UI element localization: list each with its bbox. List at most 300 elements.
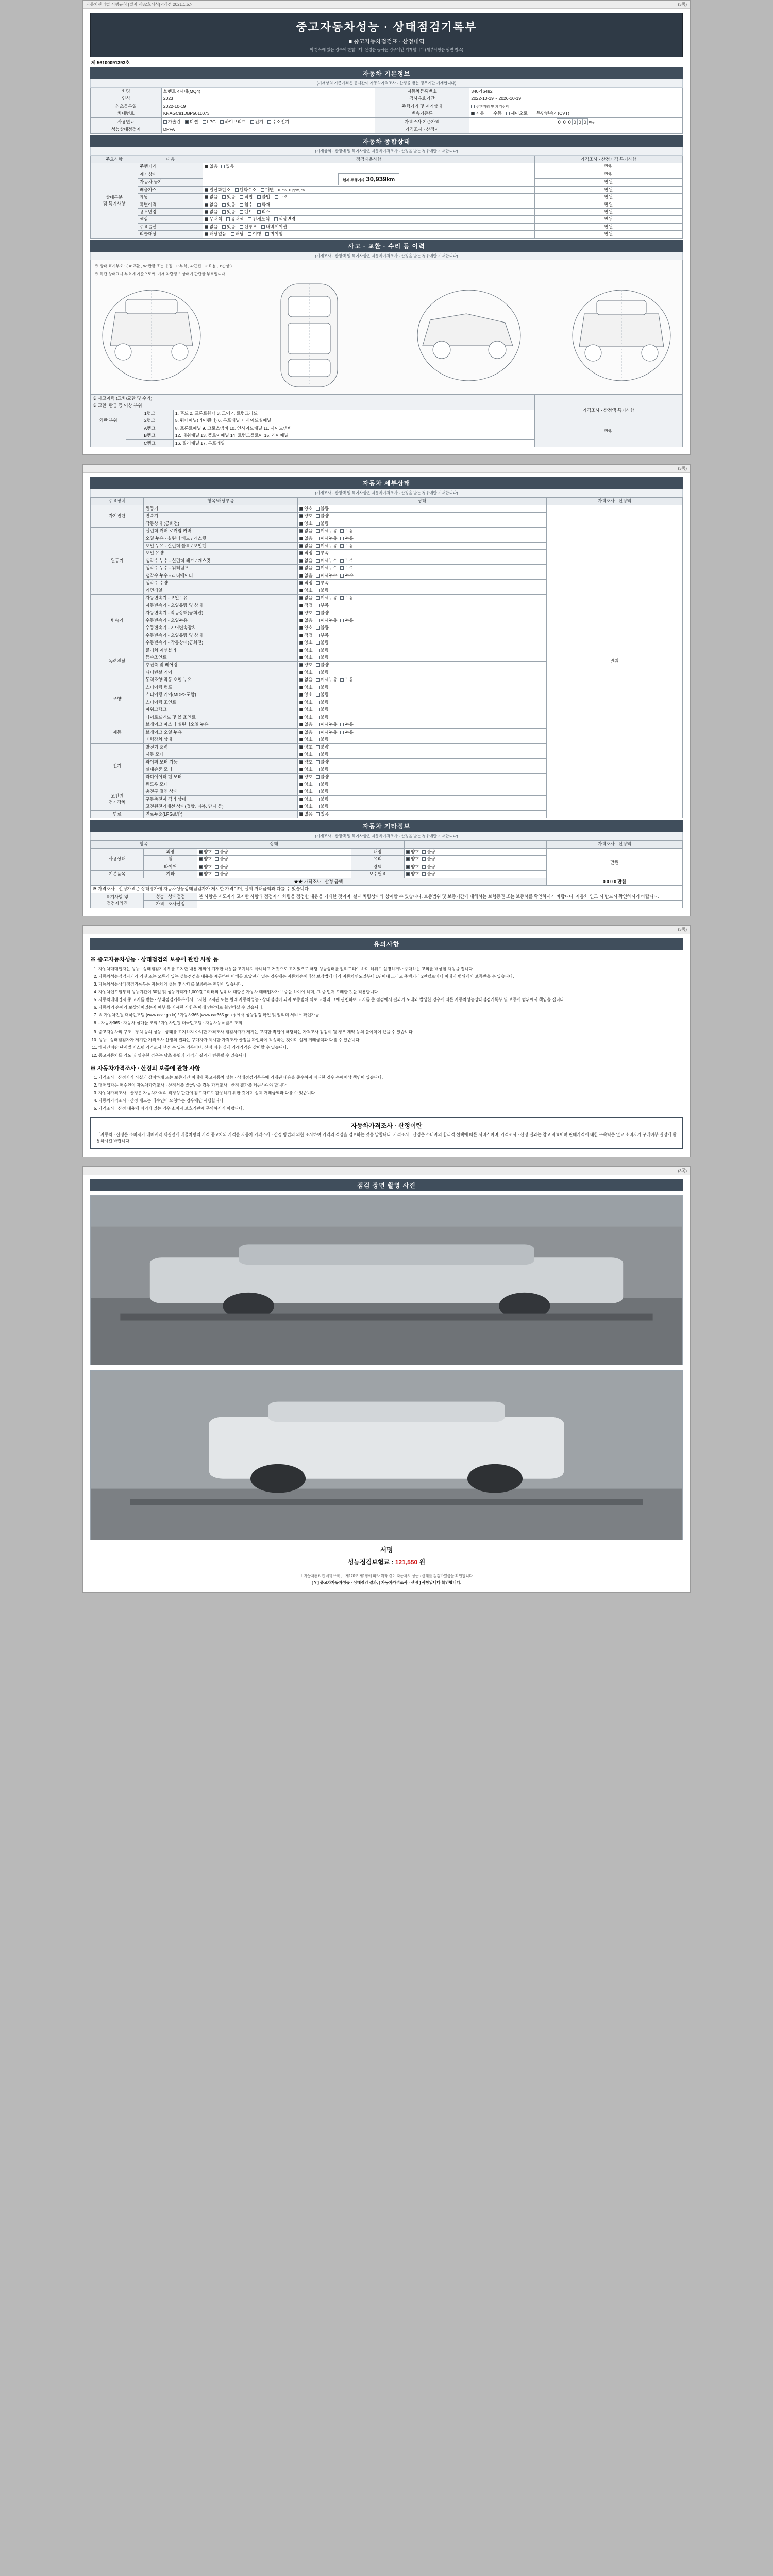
fee-unit: 원 bbox=[419, 1558, 426, 1566]
detail-item-options bbox=[298, 513, 547, 520]
detail-option[interactable]: 미세누유 bbox=[316, 722, 338, 727]
detail-option[interactable]: 양호 bbox=[299, 737, 312, 742]
fee-line bbox=[90, 1556, 683, 1570]
trans-opt-2[interactable]: 세미오토 bbox=[506, 111, 528, 116]
guarantee-key-0: 성능 · 상태점검 bbox=[144, 893, 197, 900]
detail-option[interactable]: 불량 bbox=[316, 700, 329, 705]
detail-group-2: 변속기 bbox=[91, 595, 144, 647]
parts-text-3: 12. 대쉬패널 13. 플로어패널 14. 트렁크플로어 15. 리어패널 bbox=[173, 432, 534, 439]
overall-name-1: 계기상태 bbox=[138, 171, 203, 179]
detail-group-7: 고전원 전기장치 bbox=[91, 788, 144, 810]
detail-option[interactable]: 불량 bbox=[316, 506, 329, 512]
detail-item-options bbox=[298, 728, 547, 736]
detail-option[interactable]: 미세누유 bbox=[316, 528, 338, 534]
list-item: 11. 해시간이란 단계별 시스템 가격조사 산정 수 있는 경우이며, 산정 이후 실제 거래가격은 상이할 수 있습니다. bbox=[98, 1045, 683, 1051]
list-item: 2. 매매업자는 매수인이 자동차가격조사 · 산정서를 발급받을 경우 가격조사 · 산정 결과를 제공하여야 합니다. bbox=[98, 1082, 683, 1089]
detail-option[interactable]: 누유 bbox=[340, 730, 353, 735]
table-row bbox=[91, 163, 683, 171]
detail-item-options bbox=[298, 557, 547, 564]
detail-item-options bbox=[298, 773, 547, 781]
fuel-opt-1[interactable]: 디젤 bbox=[185, 119, 198, 125]
basic-value-0: 쏘렌토 4세대(MQ4) bbox=[161, 88, 375, 95]
document-header bbox=[90, 13, 683, 57]
detail-option[interactable]: 부족 bbox=[316, 633, 329, 638]
footer-line-1: 「 자동차관리법 시행규칙 」 제120조 제1항에 따라 위와 같이 자동차의 성능 · 상태를 점검하였음을 확인합니다. bbox=[299, 1574, 474, 1578]
detail-option[interactable]: 누유 bbox=[340, 536, 353, 541]
list-item: 5. 자동차매매업자 중 고지를 받는 · 상태점검기록부에서 고지한 고지된 또는 원래 자동차성능 · 상태점검이 되지 보증범위 외로 교환과 그에 관련하여 고지를 준 점검에서 결과가 도래와 발생한 경우에 따른 자동차성능상태점검기록부 및 보증에 범위에서 책임을 집니다. bbox=[98, 997, 683, 1003]
detail-option[interactable]: 양호 bbox=[299, 640, 312, 646]
basic-value-3: KNAGC81DBP5011073 bbox=[161, 110, 375, 117]
section-basic-info-title: 자동차 기본정보 bbox=[90, 67, 683, 79]
diagram-legend-2: ※ 하단 상태표시 부호에 기준으로써, 기재 차량정보 상태에 판단한 부호입니다. bbox=[95, 271, 227, 276]
detail-option[interactable]: 없음 bbox=[299, 618, 312, 623]
guarantee-left-label: 특기사항 및 점검자의견 bbox=[91, 893, 144, 908]
detail-item-options bbox=[298, 706, 547, 714]
detail-item-label: 스티어링 기어(MDPS포함) bbox=[144, 691, 298, 699]
detail-option[interactable]: 적정 bbox=[299, 633, 312, 638]
detail-option[interactable]: 누수 bbox=[340, 565, 353, 571]
basic-label2-1: 검사유효기간 bbox=[375, 95, 469, 103]
detail-option[interactable]: 양호 bbox=[299, 648, 312, 653]
parts-text-1: 5. 쿼터패널(리어휀더) 6. 루프패널 7. 사이드실패널 bbox=[173, 417, 534, 425]
etc-l1-0: 외장 bbox=[144, 848, 197, 855]
detail-option[interactable]: 양호 bbox=[299, 655, 312, 660]
detail-item-label: 수동변속기 - 기어변속장치 bbox=[144, 624, 298, 632]
detail-item-options bbox=[298, 691, 547, 699]
detail-option[interactable]: 양호 bbox=[299, 744, 312, 750]
detail-option[interactable]: 양호 bbox=[299, 513, 312, 519]
etc-o1-2: 양호 불량 bbox=[197, 863, 351, 870]
detail-item-label: 오일 누유 - 실린더 블록 / 오일팬 bbox=[144, 542, 298, 549]
detail-option[interactable]: 불량 bbox=[316, 774, 329, 780]
detail-option[interactable]: 양호 bbox=[299, 670, 312, 675]
detail-head-1: 항목/해당부품 bbox=[144, 498, 298, 505]
etc-head-3: 가격조사 · 산정액 bbox=[546, 841, 682, 848]
detail-item-label: 수동변속기 - 오일누유 bbox=[144, 617, 298, 624]
overall-name-3: 배출가스 bbox=[138, 186, 203, 193]
section-basic-info-note: (기재상의 기준가격은 동시간이 자동차가격조사 · 산정을 받는 경우에만 기재합니다) bbox=[90, 79, 683, 88]
page-number-4: (3쪽) bbox=[678, 1168, 687, 1173]
fuel-opt-0[interactable]: 가솔린 bbox=[163, 119, 181, 125]
detail-option[interactable]: 양호 bbox=[299, 715, 312, 720]
detail-option[interactable]: 누유 bbox=[340, 543, 353, 549]
detail-option[interactable]: 불량 bbox=[316, 782, 329, 787]
table-row bbox=[91, 103, 683, 110]
detail-item-options bbox=[298, 669, 547, 676]
page-number-3: (3쪽) bbox=[678, 927, 687, 932]
detail-option[interactable]: 누유 bbox=[340, 595, 353, 601]
etc-o1-0: 양호 불량 bbox=[197, 848, 351, 855]
parts-level-3: B랭크 bbox=[126, 432, 173, 439]
detail-group-5: 제동 bbox=[91, 721, 144, 743]
detail-amount: 만원 bbox=[546, 505, 682, 818]
detail-option[interactable]: 누유 bbox=[340, 722, 353, 727]
detail-option[interactable]: 불량 bbox=[316, 767, 329, 772]
price-unit: 만원 bbox=[589, 121, 596, 125]
detail-option[interactable]: 미세누유 bbox=[316, 543, 338, 549]
detail-option[interactable]: 누수 bbox=[340, 558, 353, 564]
detail-option[interactable]: 양호 bbox=[299, 789, 312, 794]
detail-item-options bbox=[298, 803, 547, 810]
photo-2-graphic bbox=[91, 1371, 682, 1540]
detail-option[interactable]: 양호 bbox=[299, 752, 312, 757]
detail-option[interactable]: 불량 bbox=[316, 640, 329, 646]
transmission-options bbox=[469, 110, 683, 117]
detail-item-options bbox=[298, 751, 547, 758]
detail-option[interactable]: 양호 bbox=[299, 700, 312, 705]
detail-option[interactable]: 미세누유 bbox=[316, 730, 338, 735]
basic-label-0: 차명 bbox=[91, 88, 162, 95]
etc-o1-1: 양호 불량 bbox=[197, 856, 351, 863]
detail-item-options bbox=[298, 535, 547, 542]
parts-text-2: 8. 프론트패널 9. 크로스멤버 10. 인사이드패널 11. 사이드멤버 bbox=[173, 425, 534, 432]
section-detail-title: 자동차 세부상태 bbox=[90, 477, 683, 489]
detail-option[interactable]: 불량 bbox=[316, 737, 329, 742]
detail-option[interactable]: 없음 bbox=[299, 543, 312, 549]
detail-item-label: 동력조향 작동 오일 누유 bbox=[144, 676, 298, 684]
section-accident-title: 사고 · 교환 · 수리 등 이력 bbox=[90, 240, 683, 252]
overall-head-0: 주요사항 bbox=[91, 156, 138, 163]
inspection-photo-1 bbox=[90, 1195, 683, 1365]
list-item: 6. 자동차의 손해가 보상되어있는지 여부 등 자세한 사항은 아래 연락처로 확인하실 수 있습니다. bbox=[98, 1005, 683, 1011]
detail-item-label: 오일 누유 - 실린더 헤드 / 개스킷 bbox=[144, 535, 298, 542]
detail-option[interactable]: 불량 bbox=[316, 707, 329, 713]
detail-option[interactable]: 양호 bbox=[299, 782, 312, 787]
detail-item-label: 냉각수 누수 - 워터펌프 bbox=[144, 565, 298, 572]
etc-total-value: 0 0 0 0 만원 bbox=[546, 878, 682, 885]
detail-option[interactable]: 양호 bbox=[299, 707, 312, 713]
price-base-value bbox=[469, 117, 683, 126]
inspection-photo-2 bbox=[90, 1370, 683, 1540]
etc-o2-0: 양호 불량 bbox=[404, 848, 546, 855]
detail-item-options bbox=[298, 602, 547, 609]
basic-value2-1: 2022-10-19 ~ 2026-10-19 bbox=[469, 95, 683, 103]
overall-name-8: 주요옵션 bbox=[138, 223, 203, 230]
detail-option[interactable]: 없음 bbox=[299, 730, 312, 735]
detail-item-options bbox=[298, 542, 547, 549]
section-accident-note: (기재조사 · 산정액 및 특기사항은 자동차가격조사 · 산정을 받는 경우에만 기재합니다) bbox=[90, 252, 683, 260]
detail-item-label: 브레이크 오일 누유 bbox=[144, 728, 298, 736]
detail-item-label: 냉각수 누수 - 라디에이터 bbox=[144, 572, 298, 579]
table-row bbox=[91, 117, 683, 126]
detail-option[interactable]: 불량 bbox=[316, 759, 329, 765]
overall-opts-9: 해당없음 해당 이행 미이행 bbox=[203, 231, 534, 238]
trans-opt-1[interactable]: 수동 bbox=[489, 111, 501, 116]
detail-item-options bbox=[298, 528, 547, 535]
table-row bbox=[91, 878, 683, 885]
detail-option[interactable]: 양호 bbox=[299, 767, 312, 772]
detail-option[interactable]: 부족 bbox=[316, 603, 329, 608]
table-row bbox=[91, 231, 683, 238]
fee-label: 성능점검보험료 : bbox=[347, 1558, 394, 1566]
guarantee-value-1 bbox=[197, 901, 682, 908]
detail-group-3: 동력전달 bbox=[91, 647, 144, 676]
overall-right-6: 만원 bbox=[534, 209, 682, 216]
overall-right-3: 만원 bbox=[534, 186, 682, 193]
detail-option[interactable]: 불량 bbox=[316, 796, 329, 802]
detail-option[interactable]: 불량 bbox=[316, 804, 329, 809]
detail-item-label: 클러치 어셈블리 bbox=[144, 647, 298, 654]
list-item: 2. 자동차성능점검자가가 거짓 또는 오류가 있는 성능점검을 내용을 제공하여 이해를 보았던가 있는 경우에는 자동차손해배상 보장법에 따라 자동차인도일부터 1년이내 그리고 주행거리 2만킬로미터 이내의 범위에서 보증받을 수 있습니다. bbox=[98, 974, 683, 980]
overall-right-4: 만원 bbox=[534, 194, 682, 201]
parts-level-0: 1랭크 bbox=[126, 410, 173, 417]
fuel-opt-4[interactable]: 전기 bbox=[250, 119, 263, 125]
page-4 bbox=[82, 1166, 691, 1593]
detail-item-options bbox=[298, 520, 547, 527]
fuel-opt-5[interactable]: 수소전기 bbox=[267, 119, 289, 125]
detail-item-label: 고전원전기배선 상태(접합, 피복, 단자 등) bbox=[144, 803, 298, 810]
list-item: 12. 중고자동차를 양도 및 양수한 경우는 당초 불량과 가격과 결과가 변동될 수 있습니다. bbox=[98, 1053, 683, 1059]
detail-option[interactable]: 양호 bbox=[299, 662, 312, 668]
accident-right-label: 가격조사 · 산정액 특기사항 만원 bbox=[534, 395, 682, 447]
detail-item-options bbox=[298, 505, 547, 512]
etc-head-2 bbox=[351, 841, 404, 848]
overall-opts-4: 없음 있음 적법 불법 구조 bbox=[203, 194, 534, 201]
notice-list-2 bbox=[98, 1029, 683, 1059]
table-row bbox=[91, 186, 683, 193]
detail-item-label: 스티어링 조인트 bbox=[144, 699, 298, 706]
detail-option[interactable]: 없음 bbox=[299, 528, 312, 534]
detail-option[interactable]: 누유 bbox=[340, 618, 353, 623]
detail-option[interactable]: 없음 bbox=[299, 536, 312, 541]
price-digit-cells: 0 0 0 0 0 0 bbox=[557, 118, 587, 125]
detail-option[interactable]: 없음 bbox=[299, 677, 312, 683]
detail-option[interactable]: 불량 bbox=[316, 715, 329, 720]
etc-o2-1: 양호 불량 bbox=[404, 856, 546, 863]
detail-option[interactable]: 미세누유 bbox=[316, 595, 338, 601]
detail-item-options bbox=[298, 766, 547, 773]
detail-item-label: 파워크랭크 bbox=[144, 706, 298, 714]
etc-l1-3: 기타 bbox=[144, 871, 197, 878]
detail-option[interactable]: 불량 bbox=[316, 625, 329, 631]
detail-option[interactable]: 누유 bbox=[340, 528, 353, 534]
accident-bottom-left-label: ※ 사고이력 (교차/교환 및 수리) bbox=[91, 395, 535, 402]
overall-emission-cell: 일산화탄소 탄화수소 매연 0.7%, 10ppm, % bbox=[203, 186, 534, 193]
detail-option[interactable]: 미세누수 bbox=[316, 558, 338, 564]
etc-l2-0: 내장 bbox=[351, 848, 404, 855]
detail-option[interactable]: 적정 bbox=[299, 603, 312, 608]
detail-group-4: 조향 bbox=[91, 676, 144, 721]
detail-option[interactable]: 양호 bbox=[299, 588, 312, 594]
detail-item-label: 와이퍼 모터 기능 bbox=[144, 758, 298, 766]
detail-option[interactable]: 누유 bbox=[340, 677, 353, 683]
detail-option[interactable]: 양호 bbox=[299, 796, 312, 802]
overall-name-5: 특별이력 bbox=[138, 201, 203, 208]
detail-item-label: 수동변속기 - 오일유량 및 상태 bbox=[144, 632, 298, 639]
detail-item-options bbox=[298, 795, 547, 803]
table-row bbox=[91, 893, 683, 900]
detail-option[interactable]: 불량 bbox=[316, 513, 329, 519]
definition-body: 「자동차 · 산정은 소비자가 매매계약 체결전에 매물차량의 가격 중고차의 가격을 자동차 가격조사 · 산정 방법의 의한 조사하여 가격의 적정을 검토하는 것을 말합니다. 가격조사 · 산정은 소비자의 합리적 선택에 따른 서비스이며, 가격조사 · 산정 결과는 참고 자료이며 판매가격에 대한 구속력은 없고 소비자가 구매여부 결정에 활용하시길 바랍니다. bbox=[96, 1132, 677, 1143]
list-item: 1. 가격조사 · 산정자가 사실과 상이하게 또는 보증기간 이내에 중고자동차 성능 · 상태점검기록부에 기재된 내용을 준수하지 아니한 경우 손해배상 책임이 있습니다. bbox=[98, 1075, 683, 1081]
detail-option[interactable]: 부족 bbox=[316, 550, 329, 556]
overall-group-label: 상태구분 및 특기사항 bbox=[91, 163, 138, 239]
mileage-display: 현재 주행거리 30,939km bbox=[338, 173, 399, 185]
detail-option[interactable]: 적정 bbox=[299, 550, 312, 556]
list-item: 4. 자동차인도일부터 성능기간이 30일 및 성능거리가 1,000킬로미터의 범위내 대항은 자동차 매매업자가 보증을 하여야 하며, 그 중 먼저 도래한 것을 적용합니다. bbox=[98, 989, 683, 995]
detail-option[interactable]: 불량 bbox=[316, 521, 329, 527]
detail-item-options bbox=[298, 624, 547, 632]
car-top-view-diagram bbox=[245, 279, 374, 392]
parts-group-0: 외판 부위 bbox=[91, 410, 126, 432]
detail-item-options bbox=[298, 550, 547, 557]
table-row bbox=[91, 223, 683, 230]
car-side-diagram bbox=[410, 284, 528, 387]
detail-option[interactable]: 양호 bbox=[299, 759, 312, 765]
basic-label-2: 최초등록일 bbox=[91, 103, 162, 110]
table-row bbox=[91, 395, 683, 402]
notice-section bbox=[83, 934, 690, 1157]
table-row bbox=[91, 216, 683, 223]
detail-option[interactable]: 없음 bbox=[299, 558, 312, 564]
mileage-checkbox[interactable] bbox=[471, 105, 475, 108]
list-item: 3. 자동차가격조사 · 산정은 자동차가격의 적정성 판단에 참고자료로 활용하기 위한 것이며 실제 거래금액과 다를 수 있습니다. bbox=[98, 1090, 683, 1096]
detail-option[interactable]: 양호 bbox=[299, 804, 312, 809]
detail-option[interactable]: 없음 bbox=[299, 811, 312, 817]
detail-option[interactable]: 불량 bbox=[316, 670, 329, 675]
detail-option[interactable]: 미세누수 bbox=[316, 565, 338, 571]
detail-option[interactable]: 불량 bbox=[316, 789, 329, 794]
detail-item-label: 브레이크 마스터 실린더오일 누유 bbox=[144, 721, 298, 728]
detail-item-options bbox=[298, 810, 547, 818]
notice-list-1 bbox=[98, 966, 683, 1026]
page-top-strip-4 bbox=[83, 1167, 690, 1175]
detail-option[interactable]: 누수 bbox=[340, 573, 353, 579]
overall-right-0: 만원 bbox=[534, 163, 682, 171]
detail-option[interactable]: 없음 bbox=[299, 595, 312, 601]
mileage-number: 30,939 bbox=[366, 175, 387, 183]
detail-option[interactable]: 없음 bbox=[299, 722, 312, 727]
trans-opt-3[interactable]: 무단변속기(CVT) bbox=[532, 111, 569, 116]
basic-label2-5: 가격조사 · 산정자 bbox=[375, 126, 469, 133]
detail-option[interactable]: 있음 bbox=[316, 811, 329, 817]
notice-list-3 bbox=[98, 1075, 683, 1112]
table-row bbox=[91, 848, 683, 855]
detail-item-label: 자동변속기 - 오일누유 bbox=[144, 595, 298, 602]
detail-table bbox=[90, 497, 683, 818]
etc-o1-3: 양호 불량 bbox=[197, 871, 351, 878]
detail-option[interactable]: 미세누유 bbox=[316, 618, 338, 623]
table-row bbox=[91, 201, 683, 208]
detail-option[interactable]: 부족 bbox=[316, 580, 329, 586]
overall-right-7: 만원 bbox=[534, 216, 682, 223]
page-top-strip-2 bbox=[83, 465, 690, 473]
detail-option[interactable]: 적정 bbox=[299, 580, 312, 586]
detail-group-1: 원동기 bbox=[91, 528, 144, 595]
detail-option[interactable]: 양호 bbox=[299, 625, 312, 631]
basic-label-5: 성능상태점검자 bbox=[91, 126, 162, 133]
table-row bbox=[91, 505, 683, 512]
detail-option[interactable]: 양호 bbox=[299, 685, 312, 690]
detail-option[interactable]: 양호 bbox=[299, 774, 312, 780]
detail-option[interactable]: 불량 bbox=[316, 752, 329, 757]
overall-table bbox=[90, 156, 683, 239]
detail-item-options bbox=[298, 781, 547, 788]
detail-item-options bbox=[298, 587, 547, 594]
detail-item-label: 등속조인트 bbox=[144, 654, 298, 662]
detail-option[interactable]: 양호 bbox=[299, 506, 312, 512]
parts-level-2: A랭크 bbox=[126, 425, 173, 432]
page-3 bbox=[82, 925, 691, 1157]
detail-option[interactable]: 미세누유 bbox=[316, 536, 338, 541]
etc-l2-1: 유리 bbox=[351, 856, 404, 863]
overall-opts-6: 없음 있음 렌트 리스 bbox=[203, 209, 534, 216]
basic-label-3: 차대번호 bbox=[91, 110, 162, 117]
detail-option[interactable]: 없음 bbox=[299, 573, 312, 579]
section-etc-title: 자동차 기타정보 bbox=[90, 820, 683, 832]
table-row bbox=[91, 95, 683, 103]
detail-option[interactable]: 불량 bbox=[316, 662, 329, 668]
overall-right-5: 만원 bbox=[534, 201, 682, 208]
list-item: 8. - 자동차365 : 자동차 실매물 조회 / 자동차민원 대국민포털 : 자동차등록원부 조회 bbox=[98, 1020, 683, 1026]
detail-item-options bbox=[298, 572, 547, 579]
detail-option[interactable]: 양호 bbox=[299, 610, 312, 616]
detail-item-label: 자동변속기 - 오일유량 및 상태 bbox=[144, 602, 298, 609]
detail-option[interactable]: 없음 bbox=[299, 565, 312, 571]
detail-item-label: 자동변속기 - 작동상태(공회전) bbox=[144, 609, 298, 617]
parts-text-4: 16. 필러패널 17. 루프레일 bbox=[173, 439, 534, 447]
page-number-2: (3쪽) bbox=[678, 466, 687, 471]
detail-item-label: 디퍼렌셜 기어 bbox=[144, 669, 298, 676]
detail-option[interactable]: 미세누수 bbox=[316, 573, 338, 579]
detail-item-label: 라디에이터 팬 모터 bbox=[144, 773, 298, 781]
table-row bbox=[91, 110, 683, 117]
detail-option[interactable]: 불량 bbox=[316, 648, 329, 653]
overall-right-1: 만원 bbox=[534, 171, 682, 179]
detail-item-label: 스티어링 펌프 bbox=[144, 684, 298, 691]
overall-opts-5: 없음 있음 침수 화재 bbox=[203, 201, 534, 208]
detail-item-label: 변속기 bbox=[144, 513, 298, 520]
detail-option[interactable]: 불량 bbox=[316, 588, 329, 594]
detail-option[interactable]: 불량 bbox=[316, 610, 329, 616]
overall-name-4: 튜닝 bbox=[138, 194, 203, 201]
detail-item-options bbox=[298, 743, 547, 751]
etc-l1-2: 타이어 bbox=[144, 863, 197, 870]
detail-group-0: 자기진단 bbox=[91, 505, 144, 527]
detail-option[interactable]: 불량 bbox=[316, 744, 329, 750]
detail-group-6: 전기 bbox=[91, 743, 144, 788]
basic-value-5: DPFA bbox=[161, 126, 375, 133]
trans-opt-0[interactable]: 자동 bbox=[471, 111, 484, 116]
car-rear-diagram bbox=[565, 284, 678, 387]
detail-item-label: 원동기 bbox=[144, 505, 298, 512]
table-row bbox=[91, 886, 683, 893]
detail-item-label: 발전기 출력 bbox=[144, 743, 298, 751]
detail-option[interactable]: 양호 bbox=[299, 692, 312, 698]
signature-label: 서명 bbox=[380, 1546, 393, 1554]
detail-option[interactable]: 양호 bbox=[299, 521, 312, 527]
overall-head-1: 내용 bbox=[138, 156, 203, 163]
detail-item-options bbox=[298, 699, 547, 706]
detail-option[interactable]: 불량 bbox=[316, 692, 329, 698]
fuel-opt-2[interactable]: LPG bbox=[203, 119, 216, 125]
price-base-label: 가격조사 기준가액 bbox=[375, 117, 469, 126]
detail-option[interactable]: 미세누유 bbox=[316, 677, 338, 683]
detail-item-label: 연료누출(LPG포함) bbox=[144, 810, 298, 818]
fee-value: 121,550 bbox=[395, 1558, 418, 1566]
detail-item-options bbox=[298, 647, 547, 654]
list-item: 3. 자동차성능상태점검기록부는 자동차의 성능 및 상태를 보증하는 책임이 있습니다. bbox=[98, 981, 683, 988]
basic-label2-3: 변속기종류 bbox=[375, 110, 469, 117]
detail-option[interactable]: 불량 bbox=[316, 685, 329, 690]
detail-option[interactable]: 불량 bbox=[316, 655, 329, 660]
overall-name-6: 용도변경 bbox=[138, 209, 203, 216]
fuel-opt-3[interactable]: 하이브리드 bbox=[220, 119, 246, 125]
detail-item-options bbox=[298, 736, 547, 743]
detail-item-label: 커먼레일 bbox=[144, 587, 298, 594]
detail-item-label: 시동 모터 bbox=[144, 751, 298, 758]
document-subnote: 이 항목에 있는 경우에 한합니다. 산정은 동시는 경우에만 기재합니다 (세부사항은 뒷면 참조) bbox=[309, 47, 464, 52]
